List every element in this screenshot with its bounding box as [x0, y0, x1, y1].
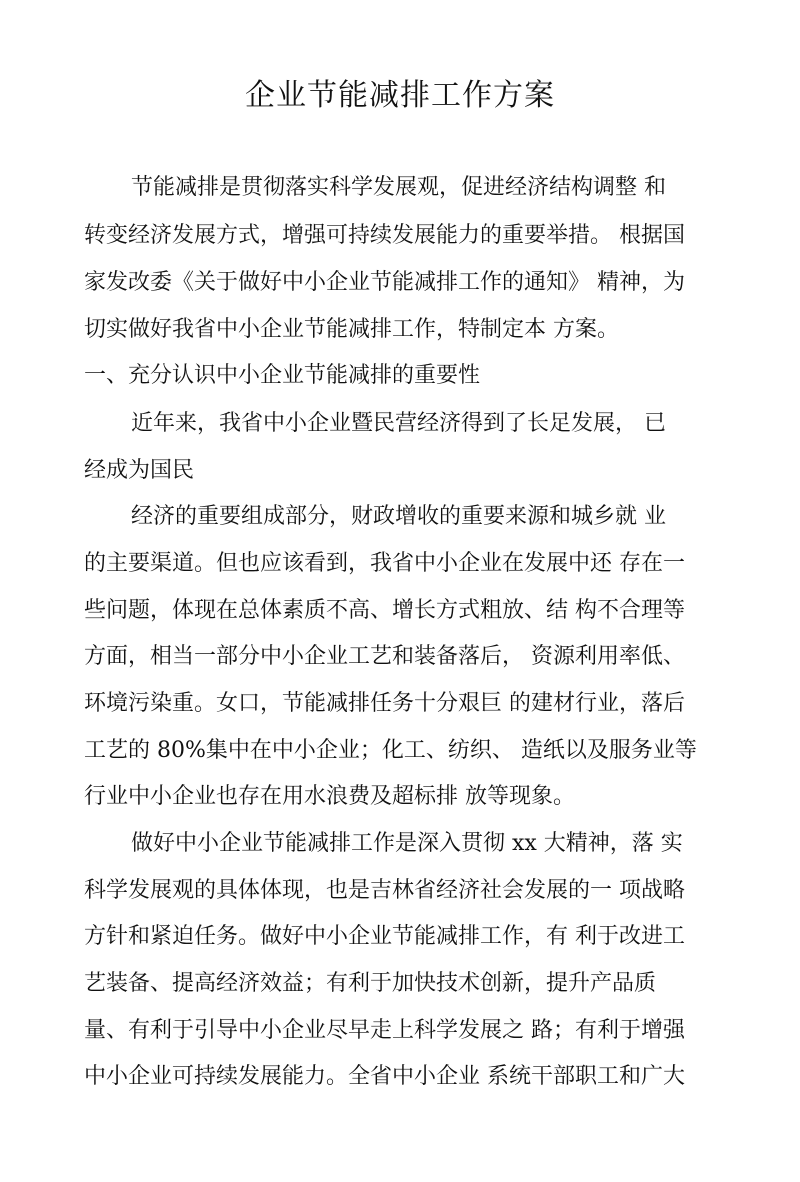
text-line: 家发改委《关于做好中小企业节能减排工作的通知》 精神，为 [84, 270, 685, 295]
text-line: 切实做好我省中小企业节能减排工作，特制定本 方案。 [84, 317, 619, 342]
text-line: 中小企业可持续发展能力。全省中小企业 系统干部职工和广大 [84, 1064, 685, 1089]
section-heading: 一、充分认识中小企业节能减排的重要性 [84, 363, 481, 388]
text-line: 艺装备、提高经济效益；有利于加快技术创新，提升产品质 [84, 971, 657, 996]
text-line: 做好中小企业节能减排工作是深入贯彻 xx 大精神，落 实 [131, 831, 683, 856]
text-line: 环境污染重。女口，节能减排任务十分艰巨 的建材行业，落后 [84, 691, 685, 716]
text-line: 经济的重要组成部分，财政增收的重要来源和城乡就 业 [131, 504, 666, 529]
text-line: 经成为国民 [84, 458, 195, 483]
text-line: 方针和紧迫任务。做好中小企业节能减排工作，有 利于改进工 [84, 924, 685, 949]
text-line: 节能减排是贯彻落实科学发展观，促进经济结构调整 和 [131, 175, 666, 200]
document-title: 企业节能减排工作方案 [245, 78, 555, 113]
text-line: 工艺的 80%集中在中小企业；化工、纺织、 造纸以及服务业等 [84, 738, 697, 763]
text-line: 近年来，我省中小企业暨民营经济得到了长足发展， 已 [131, 411, 666, 436]
text-line: 的主要渠道。但也应该看到，我省中小企业在发展中还 存在一 [84, 551, 685, 576]
text-line: 些问题，体现在总体素质不高、增长方式粗放、结 构不合理等 [84, 598, 685, 623]
text-line: 转变经济发展方式，增强可持续发展能力的重要举措。 根据国 [84, 223, 685, 248]
text-line: 行业中小企业也存在用水浪费及超标排 放等现象。 [84, 784, 575, 809]
text-line: 量、有利于引导中小企业尽早走上科学发展之 路；有利于增强 [84, 1018, 685, 1043]
text-line: 方面，相当一部分中小企业工艺和装备落后， 资源利用率低、 [84, 644, 685, 669]
text-line: 科学发展观的具体体现，也是吉林省经济社会发展的一 项战略 [84, 878, 685, 903]
